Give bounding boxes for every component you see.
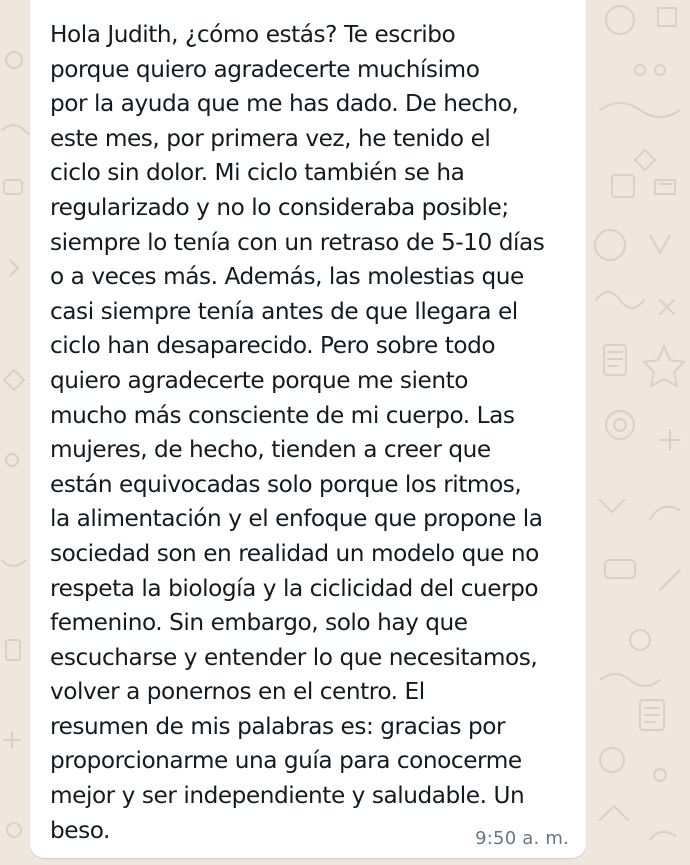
message-line: porque quiero agradecerte muchísimo (50, 55, 480, 83)
wallpaper-cone-icon (650, 235, 670, 253)
wallpaper-ring-icon (630, 630, 650, 650)
message-line: mucho más consciente de mi cuerpo. Las (50, 401, 515, 429)
wallpaper-ring-icon (7, 823, 21, 837)
message-line: proporcionarme una guía para conocerme (50, 747, 522, 775)
message-line: siempre lo tenía con un retraso de 5-10 días (50, 228, 545, 256)
wallpaper-box-icon (4, 180, 22, 194)
wallpaper-cross-icon (660, 300, 674, 314)
message-line: Hola Judith, ¿cómo estás? Te escribo (50, 21, 456, 48)
wallpaper-ticket-icon (605, 560, 635, 578)
message-line: quiero agradecerte porque me siento (50, 366, 468, 394)
wallpaper-gift-icon (655, 180, 675, 194)
message-line: sociedad son en realidad un modelo que no (50, 539, 539, 567)
wallpaper-dot-icon (6, 454, 18, 466)
wallpaper-roof-icon (600, 806, 628, 820)
message-line: la alimentación y el enfoque que propone la (50, 505, 543, 533)
wallpaper-circle-icon (606, 6, 634, 34)
wallpaper-star-icon (4, 370, 24, 390)
wallpaper-curve-icon (2, 560, 26, 566)
wallpaper-globe-icon (595, 230, 625, 260)
message-line: regularizado y no lo consideraba posible; (50, 193, 509, 221)
message-line: resumen de mis palabras es: gracias por (50, 712, 506, 740)
message-line: ciclo sin dolor. Mi ciclo también se ha (50, 159, 465, 187)
wallpaper-wave-icon (596, 292, 644, 308)
wallpaper-square-icon (658, 8, 676, 26)
wallpaper-phone-icon (6, 640, 20, 660)
wallpaper-dot-icon (654, 769, 666, 781)
message-line: respeta la biología y la ciclicidad del cuerpo (50, 574, 539, 602)
message-line: beso. (50, 816, 110, 844)
wallpaper-plus-icon (660, 430, 680, 450)
wallpaper-box-icon (612, 175, 634, 197)
message-line: femenino. Sin embargo, solo hay que (50, 609, 468, 637)
message-line: o a veces más. Además, las molestias que (50, 263, 524, 291)
wallpaper-line-icon (660, 570, 680, 590)
wallpaper-wave-icon (600, 103, 680, 117)
message-line: por la ayuda que me has dado. De hecho, (50, 90, 519, 118)
wallpaper-chevron-icon (600, 500, 624, 512)
wallpaper-target-icon (606, 411, 634, 439)
message-line: están equivocadas solo porque los ritmos, (50, 470, 522, 498)
message-line: mejor y ser independiente y saludable. Un (50, 782, 525, 810)
wallpaper-circle-icon (6, 52, 22, 68)
message-line: mujeres, de hecho, tienden a creer que (50, 436, 491, 464)
message-line: volver a ponernos en el centro. El (50, 678, 425, 706)
wallpaper-diamond-icon (635, 150, 655, 170)
wallpaper-curve-icon (650, 507, 680, 520)
wallpaper-dot-icon (635, 65, 645, 75)
wallpaper-dot-icon (655, 65, 665, 75)
wallpaper-star-icon (644, 346, 684, 386)
message-line: este mes, por primera vez, he tenido el (50, 124, 491, 152)
wallpaper-curve-icon (650, 832, 676, 840)
wallpaper-plus-icon (4, 732, 20, 748)
message-line: escucharse y entender lo que necesitamos, (50, 643, 538, 671)
message-timestamp: 9:50 a. m. (475, 828, 569, 849)
wallpaper-arrow-icon (10, 260, 18, 276)
message-line: casi siempre tenía antes de que llegara el (50, 297, 518, 325)
message-text (50, 18, 575, 848)
wallpaper-bike-wheel-icon (600, 748, 624, 772)
wallpaper-wave-icon (600, 674, 660, 686)
incoming-message-bubble[interactable] (30, 0, 586, 858)
message-line: ciclo han desaparecido. Pero sobre todo (50, 332, 496, 360)
